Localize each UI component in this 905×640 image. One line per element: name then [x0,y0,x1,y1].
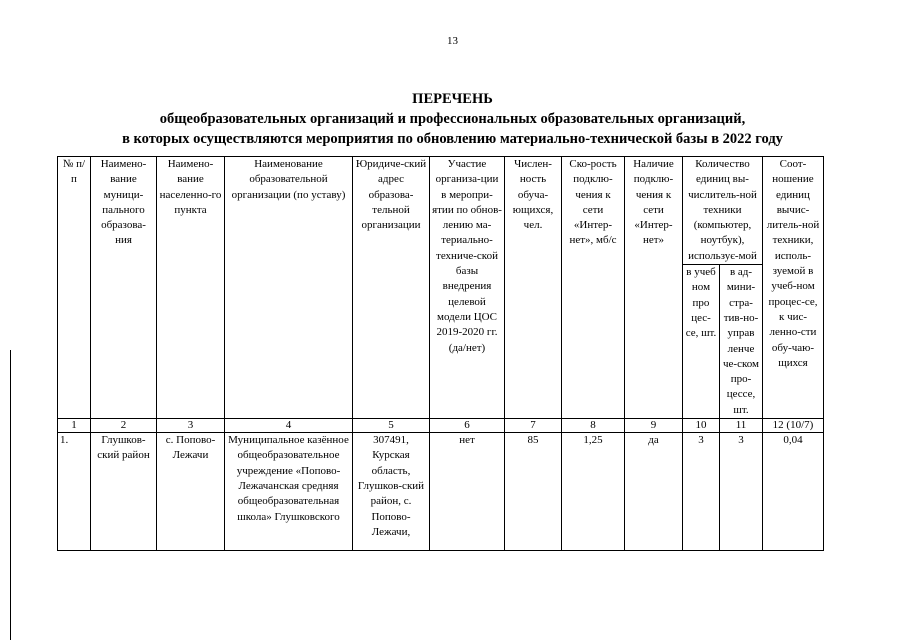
column-number: 5 [353,419,430,433]
document-subtitle-line-1: общеобразовательных организаций и профессиональных образовательных организаций, [159,111,746,127]
header-computer-count: Количество единиц вы-числитель-ной техники (компьютер, ноутбук), использує-мой [683,157,763,265]
table-row [58,433,824,551]
row-edu-units: 3 [683,433,720,551]
document-subtitle-line-2: в которых осуществляются мероприятия по обновлению материально-технической базы в 2022 году [122,131,783,147]
row-municipality: Глушков-ский район [91,433,157,551]
column-number: 11 [720,419,763,433]
page-number: 13 [447,35,458,47]
header-internet: Наличие подклю-чения к сети «Интер-нет» [625,157,683,419]
header-number: № п/п [58,157,91,419]
document-title: ПЕРЕЧЕНЬ [412,91,493,107]
column-number: 10 [683,419,720,433]
row-address: 307491, Курская область, Глушков-ский район, с. Попово-Лежачи, [353,433,430,551]
table-header-row [58,157,824,265]
row-admin-units: 3 [720,433,763,551]
row-organization: Муниципальное казённое общеобразовательное учреждение «Попово-Лежачанская средняя общеобразовательная школа» Глушковского [225,433,353,551]
column-number: 6 [430,419,505,433]
header-admin-units: в ад-мини-стра-тив-но-управ ленче че-ском про-цессе, шт. [720,265,763,419]
row-internet: да [625,433,683,551]
column-number: 9 [625,419,683,433]
header-participation: Участие организа-ции в меропри-ятии по обнов-лению ма-териально-техниче-ской базы внедрения целевой модели ЦОС 2019-2020 гг. (да/нет) [430,157,505,419]
column-number: 4 [225,419,353,433]
column-number: 3 [157,419,225,433]
row-settlement: с. Попово-Лежачи [157,433,225,551]
header-speed: Ско-рость подклю-чения к сети «Интер-нет», мб/с [562,157,625,419]
header-municipality: Наимено-вание муници-пального образова-ния [91,157,157,419]
column-number: 1 [58,419,91,433]
header-ratio: Соот-ношение единиц вычис-литель-ной техники, исполь-зуемой в учеб-ном процес-се, к чис-ленно-сти обу-чаю-щихся [763,157,824,419]
row-participation: нет [430,433,505,551]
margin-line [10,350,11,640]
row-number: 1. [58,433,91,551]
row-ratio: 0,04 [763,433,824,551]
column-numbers-row [58,419,824,433]
column-number: 2 [91,419,157,433]
column-number: 7 [505,419,562,433]
column-number: 8 [562,419,625,433]
header-edu-units: в учеб ном про цес-се, шт. [683,265,720,419]
header-organization: Наименование образовательной организации (по уставу) [225,157,353,419]
header-settlement: Наимено-вание населенно-го пункта [157,157,225,419]
column-number: 12 (10/7) [763,419,824,433]
organizations-table [57,156,824,551]
row-students: 85 [505,433,562,551]
header-address: Юридиче-ский адрес образова-тельной организации [353,157,430,419]
header-students: Числен-ность обуча-ющихся, чел. [505,157,562,419]
row-speed: 1,25 [562,433,625,551]
